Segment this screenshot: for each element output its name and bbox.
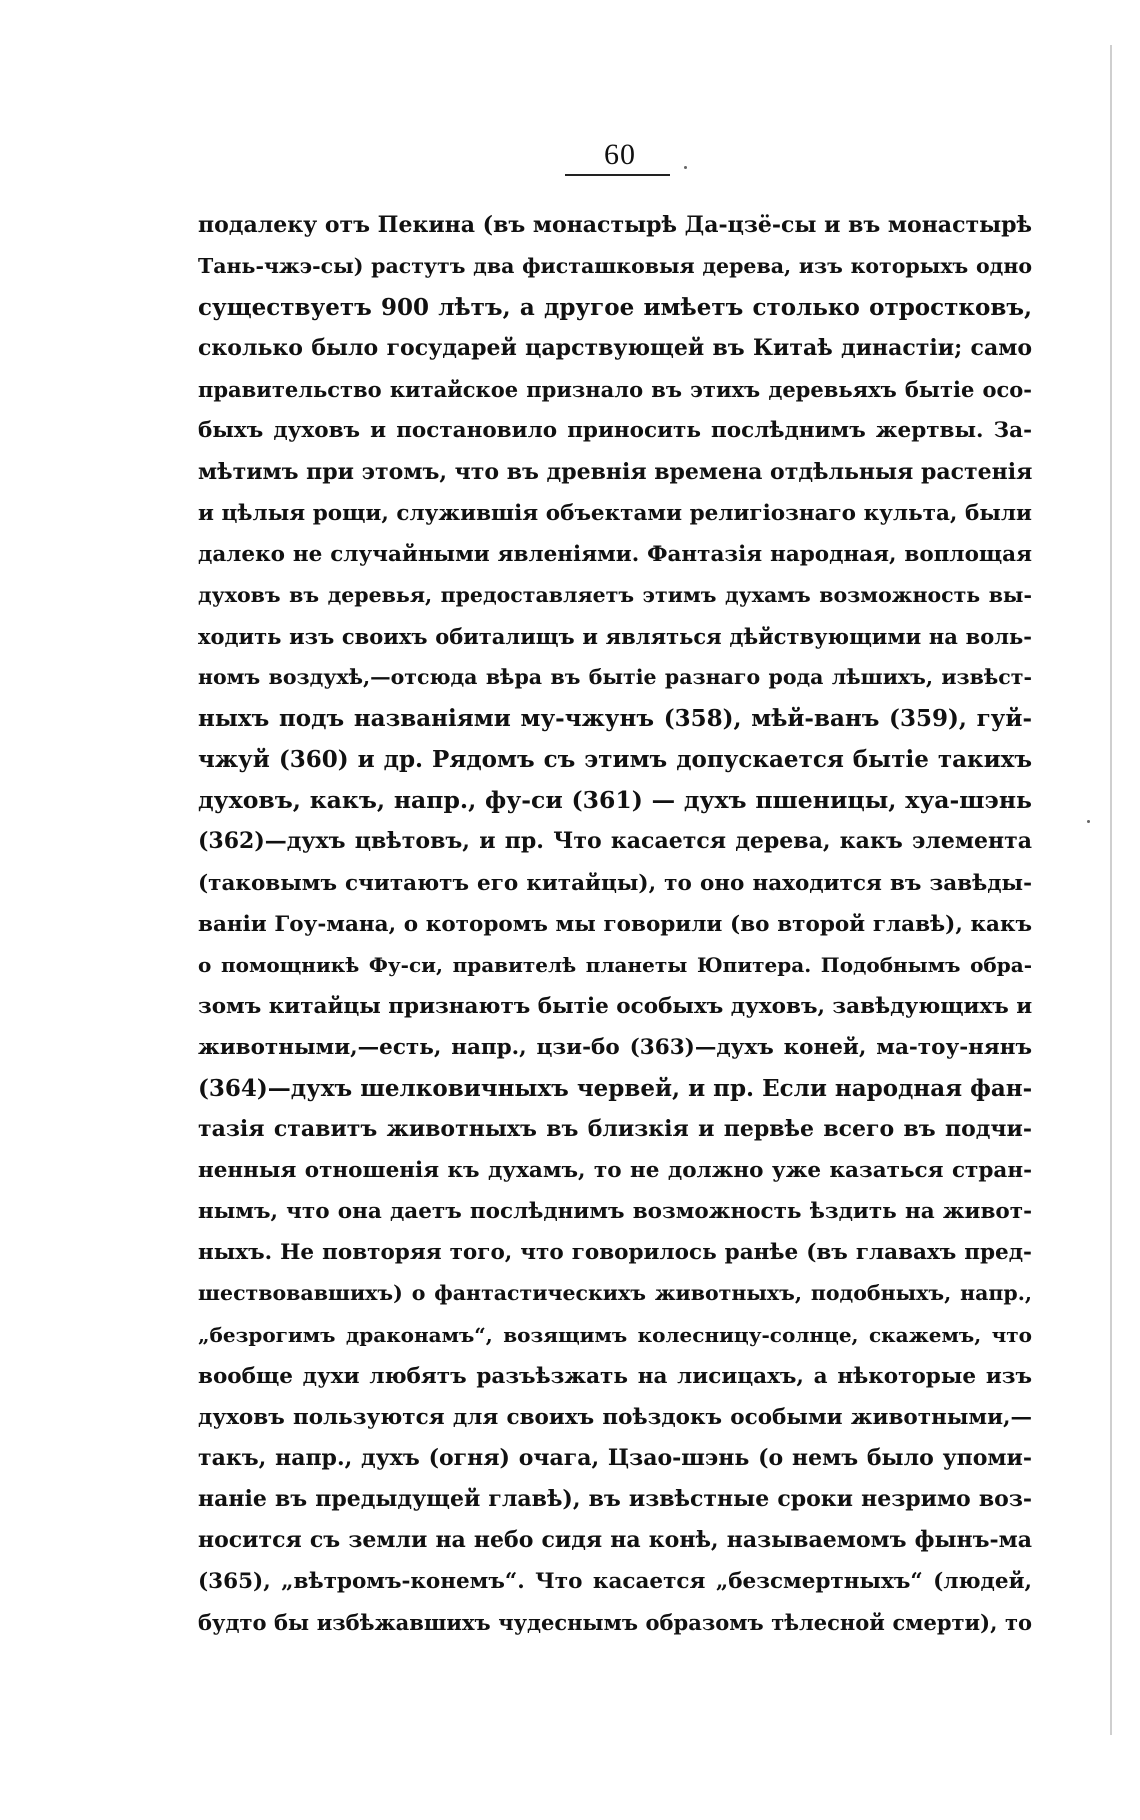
text-line: правительство китайское признало въ этихъ деревьяхъ бытіе осо-	[198, 377, 1032, 403]
body-text	[198, 205, 1032, 1643]
text-line: ныхъ подъ названіями му-чжунъ (358), мѣй-ванъ (359), гуй-	[198, 705, 1032, 733]
text-line: животными,—есть, напр., цзи-бо (363)—духъ коней, ма-тоу-нянъ	[198, 1034, 1032, 1060]
text-line: сколько было государей царствующей въ Китаѣ династіи; само	[198, 335, 1032, 362]
text-line: (364)—духъ шелковичныхъ червей, и пр. Если народная фан-	[198, 1074, 1032, 1102]
text-line: ненныя отношенія къ духамъ, то не должно уже казаться стран-	[198, 1158, 1032, 1184]
text-line: подалеку отъ Пекина (въ монастырѣ Да-цзё-сы и въ монастырѣ	[198, 212, 1032, 238]
text-line: чжуй (360) и др. Рядомъ съ этимъ допускается бытіе такихъ	[198, 746, 1032, 774]
text-line: носится съ земли на небо сидя на конѣ, называемомъ фынъ-ма	[198, 1527, 1032, 1553]
text-line: быхъ духовъ и постановило приносить послѣднимъ жертвы. За-	[198, 418, 1032, 444]
text-line: „безрогимъ драконамъ“, возящимъ колесницу-солнце, скажемъ, что	[198, 1322, 1032, 1347]
text-line: мѣтимъ при этомъ, что въ древнія времена отдѣльныя растенія	[198, 458, 1032, 485]
text-line: вообще духи любятъ разъѣзжать на лисицахъ, а нѣкоторые изъ	[198, 1363, 1032, 1389]
text-line: (таковымъ считаютъ его китайцы), то оно находится въ завѣды-	[198, 870, 1032, 896]
text-line: такъ, напр., духъ (огня) очага, Цзао-шэнь (о немъ было упоми-	[198, 1444, 1032, 1471]
text-line: духовъ пользуются для своихъ поѣздокъ особыми животными,—	[198, 1404, 1032, 1430]
text-line: (365), „вѣтромъ-конемъ“. Что касается „безсмертныхъ“ (людей,	[198, 1569, 1032, 1595]
scan-edge-line	[1110, 45, 1112, 1735]
text-line: будто бы избѣжавшихъ чудеснымъ образомъ тѣлесной смерти), то	[198, 1610, 1032, 1636]
text-line: нымъ, что она даетъ послѣднимъ возможность ѣздить на живот-	[198, 1199, 1032, 1225]
text-line: наніе въ предыдущей главѣ), въ извѣстные сроки незримо воз-	[198, 1485, 1032, 1512]
text-line: (362)—духъ цвѣтовъ, и пр. Что касается дерева, какъ элемента	[198, 828, 1032, 855]
text-line: духовъ, какъ, напр., фу-си (361) — духъ пшеницы, хуа-шэнь	[198, 786, 1032, 815]
page-number: 60	[604, 138, 636, 171]
text-line: ныхъ. Не повторяя того, что говорилось ранѣе (въ главахъ пред-	[198, 1240, 1032, 1266]
text-line: о помощникѣ Фу-си, правителѣ планеты Юпитера. Подобнымъ обра-	[198, 952, 1032, 977]
text-line: номъ воздухѣ,—отсюда вѣра въ бытіе разнаго рода лѣшихъ, извѣст-	[198, 665, 1032, 690]
text-line: и цѣлыя рощи, служившія объектами религіознаго культа, были	[198, 500, 1032, 526]
text-line: шествовавшихъ) о фантастическихъ животныхъ, подобныхъ, напр.,	[198, 1281, 1032, 1306]
text-line: существуетъ 900 лѣтъ, а другое имѣетъ столько отростковъ,	[198, 294, 1032, 322]
text-line: далеко не случайными явленіями. Фантазія народная, воплощая	[198, 541, 1032, 567]
scan-speck	[684, 166, 687, 169]
text-line: ваніи Гоу-мана, о которомъ мы говорили (во второй главѣ), какъ	[198, 911, 1032, 937]
page-number-rule	[565, 174, 670, 176]
text-line: Тань-чжэ-сы) растутъ два фисташковыя дерева, изъ которыхъ одно	[198, 254, 1032, 279]
scan-speck	[1087, 820, 1090, 823]
text-line: тазія ставитъ животныхъ въ близкія и первѣе всего въ подчи-	[198, 1116, 1032, 1143]
text-line: духовъ въ деревья, предоставляетъ этимъ духамъ возможность вы-	[198, 582, 1032, 607]
text-line: зомъ китайцы признаютъ бытіе особыхъ духовъ, завѣдующихъ и	[198, 993, 1032, 1019]
text-line: ходить изъ своихъ обиталищъ и являться дѣйствующими на воль-	[198, 623, 1032, 649]
